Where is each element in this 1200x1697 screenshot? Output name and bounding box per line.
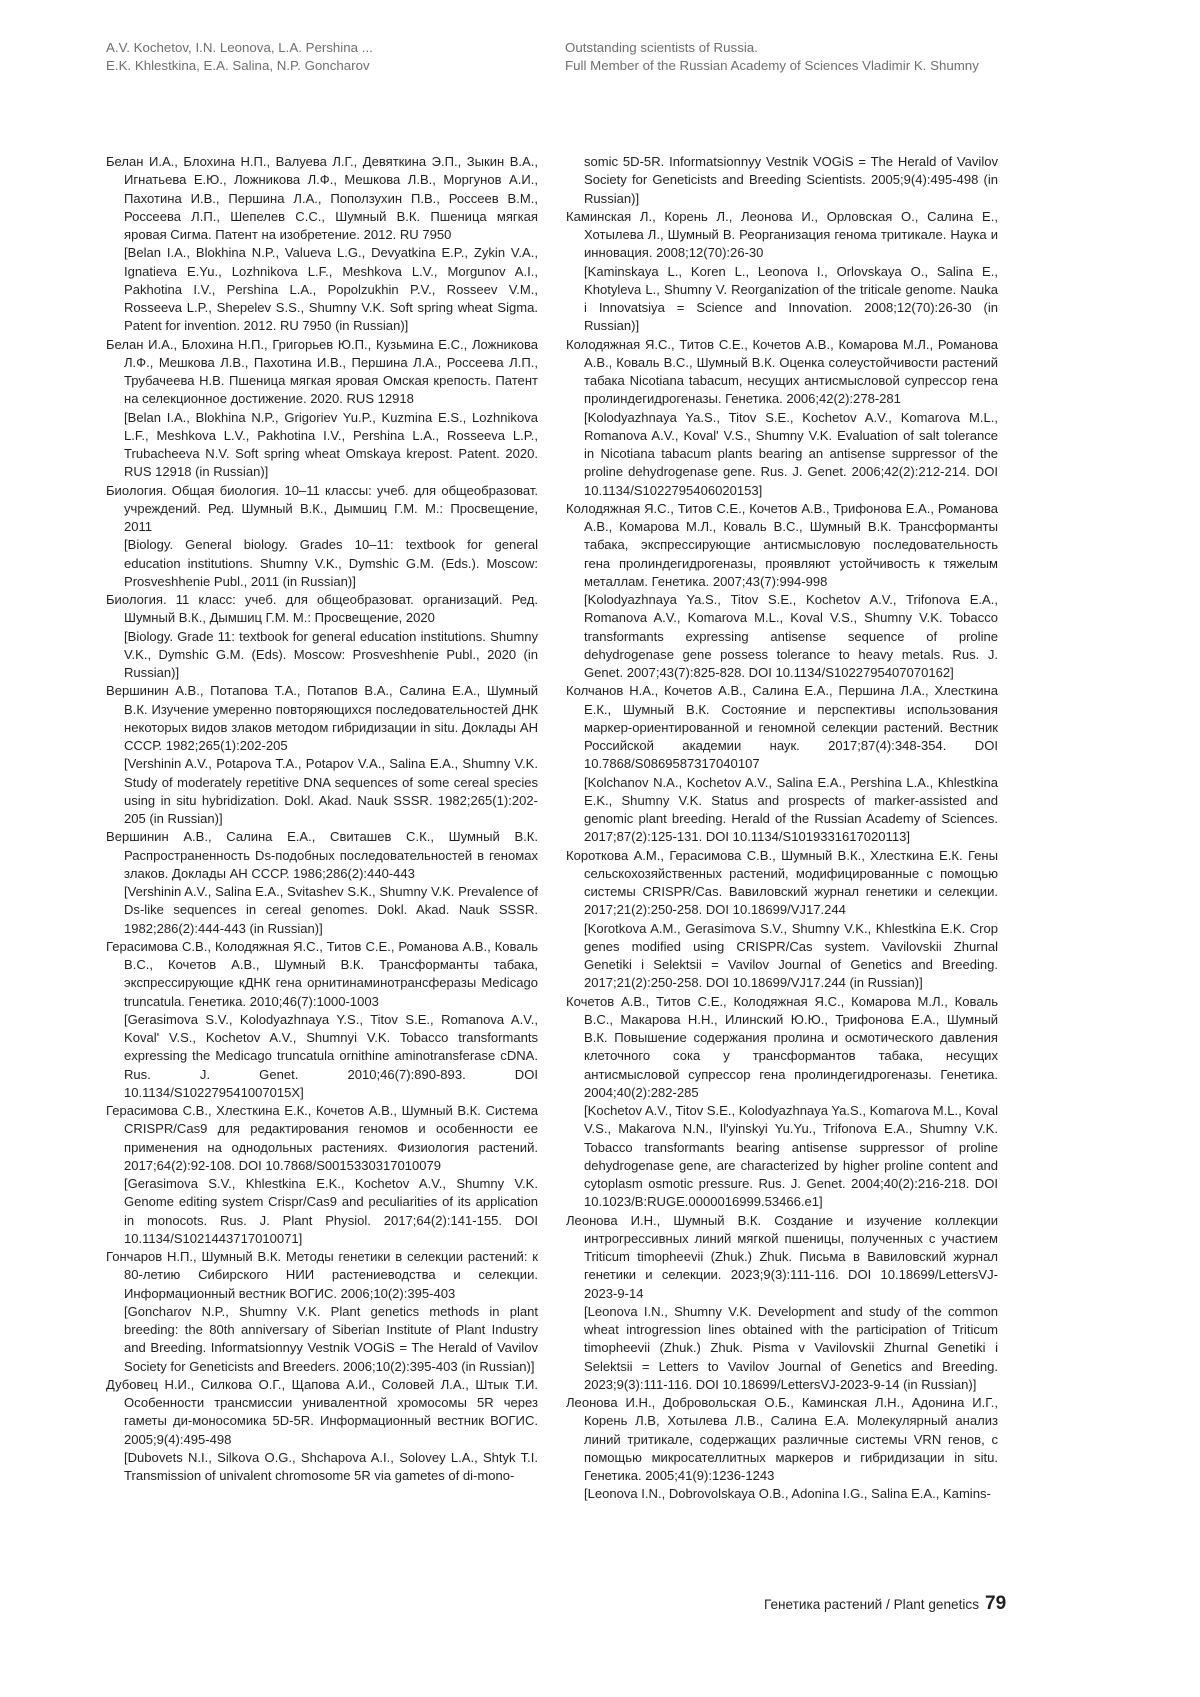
reference-english: [Kolchanov N.A., Kochetov A.V., Salina E.A., Pershina L.A., Khlestkina E.K., Shumny V.K. Status and prospects of marker-assisted and genomic plant breeding. Herald of the Russian Academy of Sciences. 2017;87(2):125-131. DOI 10.1134/S1019331617020113]: [584, 774, 998, 845]
reference-continuation: [566, 153, 998, 208]
reference-entry: [106, 938, 538, 1102]
reference-english: [Gerasimova S.V., Khlestkina E.K., Kochetov A.V., Shumny V.K. Genome editing system Crispr/Cas9 and peculiarities of its application in monocots. Rus. J. Plant Physiol. 2017;64(2):141-155. DOI 10.1134/S1021443717010071]: [124, 1176, 538, 1246]
references-right-column: [566, 153, 998, 1504]
reference-russian: Гончаров Н.П., Шумный В.К. Методы генетики в селекции растений: к 80-летию Сибирского НИИ растениеводства и селекции. Информационный вестник ВОГИС. 2006;10(2):395-403: [106, 1249, 538, 1301]
reference-entry: [106, 1248, 538, 1376]
reference-english: [Vershinin A.V., Potapova T.A., Potapov V.A., Salina E.A., Shumny V.K. Study of moderately repetitive DNA sequences of some cereal species using in situ hybridization. Dokl. Akad. Nauk SSSR. 1982;265(1):202-205 (in Russian)]: [124, 756, 538, 826]
reference-russian: Вершинин А.В., Салина Е.А., Свиташев С.К., Шумный В.К. Распространенность Ds-подобных последовательностей в геномах злаков. Доклады АН СССР. 1986;286(2):440-443: [106, 829, 538, 881]
header-authors-line-1: A.V. Kochetov, I.N. Leonova, L.A. Pershina ...: [106, 40, 373, 55]
reference-english: [Kolodyazhnaya Ya.S., Titov S.E., Kochetov A.V., Trifonova E.A., Romanova A.V., Komarova M.L., Koval V.S., Shumny V.K. Tobacco transformants expressing antisense sequence of proline dehydrogenase gene possess tolerance to heavy metals. Rus. J. Genet. 2007;43(7):825-828. DOI 10.1134/S1022795407070162]: [584, 592, 998, 680]
reference-entry: [566, 682, 998, 846]
reference-entry: [106, 482, 538, 592]
reference-english: [Biology. Grade 11: textbook for general education institutions. Shumny V.K., Dymshic G.M. (Eds). Moscow: Prosveshhenie Publ., 2020 (in Russian)]: [124, 628, 538, 680]
footer-journal-section: Генетика растений / Plant genetics: [764, 1597, 979, 1612]
reference-russian: Биология. 11 класс: учеб. для общеобразоват. организаций. Ред. Шумный В.К., Дымшиц Г.М. М.: Просвещение, 2020: [106, 592, 538, 626]
reference-russian: Колодяжная Я.С., Титов С.Е., Кочетов А.В., Комарова М.Л., Романова А.В., Коваль В.С., Шумный В.К. Оценка солеустойчивости растений табака Nicotiana tabacum, несущих антисмысловой супрессор гена пролиндегидрогеназы. Генетика. 2006;42(2):278-281: [566, 336, 998, 407]
reference-english: [Belan I.A., Blokhina N.P., Valueva L.G., Devyatkina E.P., Zykin V.A., Ignatieva E.Yu., Lozhnikova L.F., Meshkova L.V., Morgunov A.I., Pakhotina I.V., Pershina L.A., Popolzukhin P.V., Rosseev V.M., Rosseeva L.P., Shepelev S.S., Shumny V.K. Soft spring wheat Sigma. Patent for invention. 2012. RU 7950 (in Russian)]: [124, 245, 538, 334]
page-number: 79: [985, 1593, 1007, 1614]
reference-english: [Goncharov N.P., Shumny V.K. Plant genetics methods in plant breeding: the 80th anniversary of Siberian Institute of Plant Industry and Breeding. Informatsionnyy Vestnik VOGiS = The Herald of Vavilov Society for Geneticists and Breeders. 2006;10(2):395-403 (in Russian)]: [124, 1303, 538, 1374]
reference-entry: [566, 1212, 998, 1395]
reference-russian: Биология. Общая биология. 10–11 классы: учеб. для общеобразоват. учреждений. Ред. Шумный В.К., Дымшиц Г.М. М.: Просвещение, 2011: [106, 482, 538, 534]
running-header-title: [565, 39, 979, 75]
reference-english: [Kolodyazhnaya Ya.S., Titov S.E., Kochetov A.V., Komarova M.L., Romanova A.V., Koval' V.S., Shumny V.K. Evaluation of salt tolerance in Nicotiana tabacum plants bearing an antisense suppressor of the proline dehydrogenase gene. Rus. J. Genet. 2006;42(2):212-214. DOI 10.1134/S1022795406020153]: [584, 409, 998, 498]
reference-russian: Белан И.А., Блохина Н.П., Валуева Л.Г., Девяткина Э.П., Зыкин В.А., Игнатьева Е.Ю., Ложникова Л.Ф., Мешкова Л.В., Моргунов А.И., Пахотина И.В., Першина Л.А., Поползухин П.В., Россеев В.М., Россеева Л.П., Шепелев С.С., Шумный В.К. Пшеница мягкая яровая Сигма. Патент на изобретение. 2012. RU 7950: [106, 154, 538, 242]
reference-english: [Dubovets N.I., Silkova O.G., Shchapova A.I., Solovey L.A., Shtyk T.I. Transmission of univalent chromosome 5R via gametes of di-mono-: [124, 1449, 538, 1483]
reference-entry: [106, 153, 538, 336]
references-right-list: [566, 208, 998, 1504]
reference-russian: Вершинин А.В., Потапова Т.А., Потапов В.А., Салина Е.А., Шумный В.К. Изучение умеренно повторяющихся последовательностей ДНК некоторых видов злаков методом гибридизации in situ. Доклады АН СССР. 1982;265(1):202-205: [106, 683, 538, 753]
reference-english: [Korotkova A.M., Gerasimova S.V., Shumny V.K., Khlestkina E.K. Crop genes modified using CRISPR/Cas system. Vavilovskii Zhurnal Genetiki i Selektsii = Vavilov Journal of Genetics and Breeding. 2017;21(2):250-258. DOI 10.18699/VJ17.244 (in Russian)]: [584, 920, 998, 991]
reference-entry: [566, 208, 998, 336]
reference-russian: Леонова И.Н., Добровольская О.Б., Каминская Л.Н., Адонина И.Г., Корень Л.В, Хотылева Л.В., Салина Е.А. Молекулярный анализ линий тритикале, содержащих различные системы VRN генов, с помощью микросателлитных маркеров и гибридизации in situ. Генетика. 2005;41(9):1236-1243: [566, 1395, 998, 1483]
reference-russian: Колчанов Н.А., Кочетов А.В., Салина Е.А., Першина Л.А., Хлесткина Е.К., Шумный В.К. Состояние и перспективы использования маркер-ориентированной и геномной селекции растений. Вестник Российской академии наук. 2017;87(4):348-354. DOI 10.7868/S0869587317040107: [566, 683, 998, 772]
reference-english: [Kaminskaya L., Koren L., Leonova I., Orlovskaya O., Salina E., Khotyleva L., Shumny V. Reorganization of the triticale genome. Nauka i Innovatsiya = Science and Innovation. 2008;12(70):26-30 (in Russian)]: [584, 263, 998, 334]
reference-russian: Герасимова С.В., Колодяжная Я.С., Титов С.Е., Романова А.В., Коваль В.С., Кочетов А.В., Шумный В.К. Трансформанты табака, экспрессирующие кДНК гена орнитинаминотрансферазы Medicago truncatula. Генетика. 2010;46(7):1000-1003: [106, 938, 538, 1009]
reference-entry: [566, 847, 998, 993]
reference-entry: [566, 1394, 998, 1504]
reference-english: [Leonova I.N., Dobrovolskaya O.B., Adonina I.G., Salina E.A., Kamins-: [584, 1486, 991, 1502]
reference-english: [Leonova I.N., Shumny V.K. Development and study of the common wheat introgression lines obtained with the participation of Triticum timopheevii (Zhuk.) Zhuk. Pisma v Vavilovskii Zhurnal Genetiki i Selektsii = Letters to Vavilov Journal of Genetics and Breeding. 2023;9(3):111-116. DOI 10.18699/LettersVJ-2023-9-14 (in Russian)]: [584, 1303, 998, 1392]
reference-entry: [566, 500, 998, 683]
reference-entry: [566, 336, 998, 500]
references-left-column: [106, 153, 538, 1485]
reference-russian: Дубовец Н.И., Силкова О.Г., Щапова А.И., Соловей Л.А., Штык Т.И. Особенности трансмиссии унивалентной хромосомы 5R через гаметы ди-моносомика 5D-5R. Информационный вестник ВОГИС. 2005;9(4):495-498: [106, 1376, 538, 1447]
reference-russian: Колодяжная Я.С., Титов С.Е., Кочетов А.В., Трифонова Е.А., Романова А.В., Комарова М.Л., Коваль В.С., Шумный В.К. Трансформанты табака, экспрессирующие антисмысловую последовательность гена пролиндегидрогеназы, проявляют устойчивость к тяжелым металлам. Генетика. 2007;43(7):994-998: [566, 500, 998, 589]
reference-entry: [106, 1102, 538, 1248]
reference-entry: [566, 993, 998, 1212]
header-authors-line-2: E.K. Khlestkina, E.A. Salina, N.P. Goncharov: [106, 58, 370, 73]
reference-english: [Biology. General biology. Grades 10–11: textbook for general education institutions. Shumny V.K., Dymshic G.M. (Eds.). Moscow: Prosveshhenie Publ., 2011 (in Russian)]: [124, 537, 538, 589]
reference-english: [Belan I.A., Blokhina N.P., Grigoriev Yu.P., Kuzmina E.S., Lozhnikova L.F., Meshkova L.V., Pakhotina I.V., Pershina L.A., Rosseeva L.P., Trubacheeva N.V. Soft spring wheat Omskaya krepost. Patent. 2020. RUS 12918 (in Russian)]: [124, 409, 538, 480]
reference-entry: [106, 1376, 538, 1486]
reference-entry: [106, 828, 538, 938]
reference-russian: Короткова А.М., Герасимова С.В., Шумный В.К., Хлесткина Е.К. Гены сельскохозяйственных растений, модифицированные с помощью системы CRISPR/Cas. Вавиловский журнал генетики и селекции. 2017;21(2):250-258. DOI 10.18699/VJ17.244: [566, 847, 998, 918]
reference-entry: [106, 682, 538, 828]
reference-russian: Каминская Л., Корень Л., Леонова И., Орловская О., Салина Е., Хотылева Л., Шумный В. Реорганизация генома тритикале. Наука и инновация. 2008;12(70):26-30: [566, 208, 998, 261]
reference-russian: Кочетов А.В., Титов С.Е., Колодяжная Я.С., Комарова М.Л., Коваль В.С., Макарова Н.Н., Илинский Ю.Ю., Трифонова Е.А., Шумный В.К. Повышение содержания пролина и осмотического давления клеточного сока у трансформантов табака, несущих антисмысловой супрессор гена пролиндегидрогеназы. Генетика. 2004;40(2):282-285: [566, 993, 998, 1100]
reference-russian: Леонова И.Н., Шумный В.К. Создание и изучение коллекции интрогрессивных линий мягкой пшеницы, полученных с участием Triticum timopheevii (Zhuk.) Zhuk. Письма в Вавиловский журнал генетики и селекции. 2023;9(3):111-116. DOI 10.18699/LettersVJ-2023-9-14: [566, 1212, 998, 1301]
reference-continued-text: somic 5D-5R. Informatsionnyy Vestnik VOGiS = The Herald of Vavilov Society for Geneticists and Breeding Scientists. 2005;9(4):495-498 (in Russian)]: [584, 154, 998, 206]
reference-russian: Белан И.А., Блохина Н.П., Григорьев Ю.П., Кузьмина Е.С., Ложникова Л.Ф., Мешкова Л.В., Пахотина И.В., Першина Л.А., Россеева Л.П., Трубачеева Н.В. Пшеница мягкая яровая Омская крепость. Патент на селекционное достижение. 2020. RUS 12918: [106, 336, 538, 407]
reference-english: [Vershinin A.V., Salina E.A., Svitashev S.K., Shumny V.K. Prevalence of Ds-like sequences in cereal genomes. Dokl. Akad. Nauk SSSR. 1982;286(2):444-443 (in Russian)]: [124, 884, 538, 936]
running-header-authors: [106, 39, 373, 75]
header-title-line-1: Outstanding scientists of Russia.: [565, 40, 758, 55]
reference-english: [Kochetov A.V., Titov S.E., Kolodyazhnaya Ya.S., Komarova M.L., Koval V.S., Makarova N.N., Il'yinskyi Yu.Yu., Trifonova E.A., Shumny V.K. Tobacco transformants bearing antisense suppressor of proline dehydrogenase gene, are characterized by higher proline content and cytoplasm osmotic pressure. Rus. J. Genet. 2004;40(2):216-218. DOI 10.1023/B:RUGE.0000016999.53466.e1]: [584, 1103, 998, 1210]
reference-entry: [106, 336, 538, 482]
reference-english: [Gerasimova S.V., Kolodyazhnaya Y.S., Titov S.E., Romanova A.V., Koval' V.S., Kochetov A.V., Shumnyi V.K. Tobacco transformants expressing the Medicago truncatula ornithine aminotransferase cDNA. Rus. J. Genet. 2010;46(7):890-893. DOI 10.1134/S102279541007015X]: [124, 1011, 538, 1100]
header-title-line-2: Full Member of the Russian Academy of Sciences Vladimir K. Shumny: [565, 58, 979, 73]
reference-entry: [106, 591, 538, 682]
reference-russian: Герасимова С.В., Хлесткина Е.К., Кочетов А.В., Шумный В.К. Система CRISPR/Cas9 для редактирования геномов и особенности ее применения на однодольных растениях. Физиология растений. 2017;64(2):92-108. DOI 10.7868/S0015330317010079: [106, 1103, 538, 1173]
